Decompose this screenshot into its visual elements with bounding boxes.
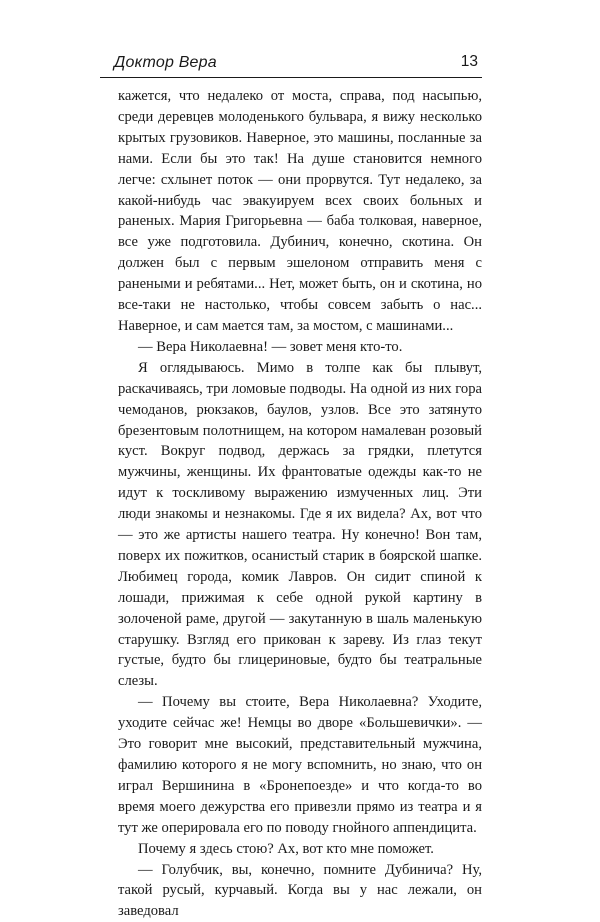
running-header <box>100 40 482 74</box>
paragraph-5: Почему я здесь стою? Ах, вот кто мне поможет. <box>138 840 434 857</box>
paragraph-6: — Голубчик, вы, конечно, помните Дубинича? Ну, такой русый, курчавый. Когда вы у нас лежали, он заведовал <box>118 861 482 920</box>
paragraph-2: — Вера Николаевна! — зовет меня кто-то. <box>138 338 403 355</box>
paragraph-3: Я оглядываюсь. Мимо в толпе как бы плывут, раскачиваясь, три ломовые подводы. На одной из них гора чемоданов, рюкзаков, баулов, узлов. Все это затянуто брезентовым полотнищем, на котором намалеван розовый куст. Вокруг подвод, держась за грядки, плетутся мужчины, женщины. Их франтоватые одежды как-то не идут к тоскливому выражению измученных лиц. Эти люди знакомы и незнакомы. Где я их видела? Ах, вот что — это же артисты нашего театра. Ну конечно! Вон там, поверх их пожитков, осанистый старик в боярской шапке. Любимец города, комик Лавров. Он сидит спиной к лошади, прижимая к себе одной рукой картину в золоченой раме, другой — закутанную в шаль маленькую старушку. Взгляд его прикован к зареву. Из глаз текут густые, будто бы глицериновые, будто бы театральные слезы. <box>118 359 482 690</box>
header-divider <box>100 77 482 78</box>
paragraph-1: кажется, что недалеко от моста, справа, под насыпью, среди деревцев молоденького бульвара, я вижу несколько крытых грузовиков. Наверное, это машины, посланные за нами. Если бы это так! На душе становится немного легче: схлынет поток — они прорвутся. Тут недалеко, за какой-нибудь час эвакуируем всех своих больных и раненых. Мария Григорьевна — баба толковая, наверное, все уже подготовила. Дубинич, конечно, скотина. Он должен был с первым эшелоном отправить меня с ранеными и ребятами... Нет, может быть, он и скотина, но все-таки не настолько, чтобы совсем забыть о нас... Наверное, и сам мается там, за мостом, с машинами... <box>118 88 482 334</box>
paragraph-4: — Почему вы стоите, Вера Николаевна? Уходите, уходите сейчас же! Немцы во дворе «Большевички». — Это говорит мне высокий, представительный мужчина, фамилию которого я не могу вспомнить, но знаю, что он играл Вершинина в «Бронепоезде» и что когда-то во время моего дежурства его привезли прямо из театра и я тут же оперировала его по поводу гнойного аппендицита. <box>118 694 482 836</box>
page-number: 13 <box>460 53 478 70</box>
book-title: Доктор Вера <box>114 54 217 71</box>
body-text <box>118 86 482 922</box>
